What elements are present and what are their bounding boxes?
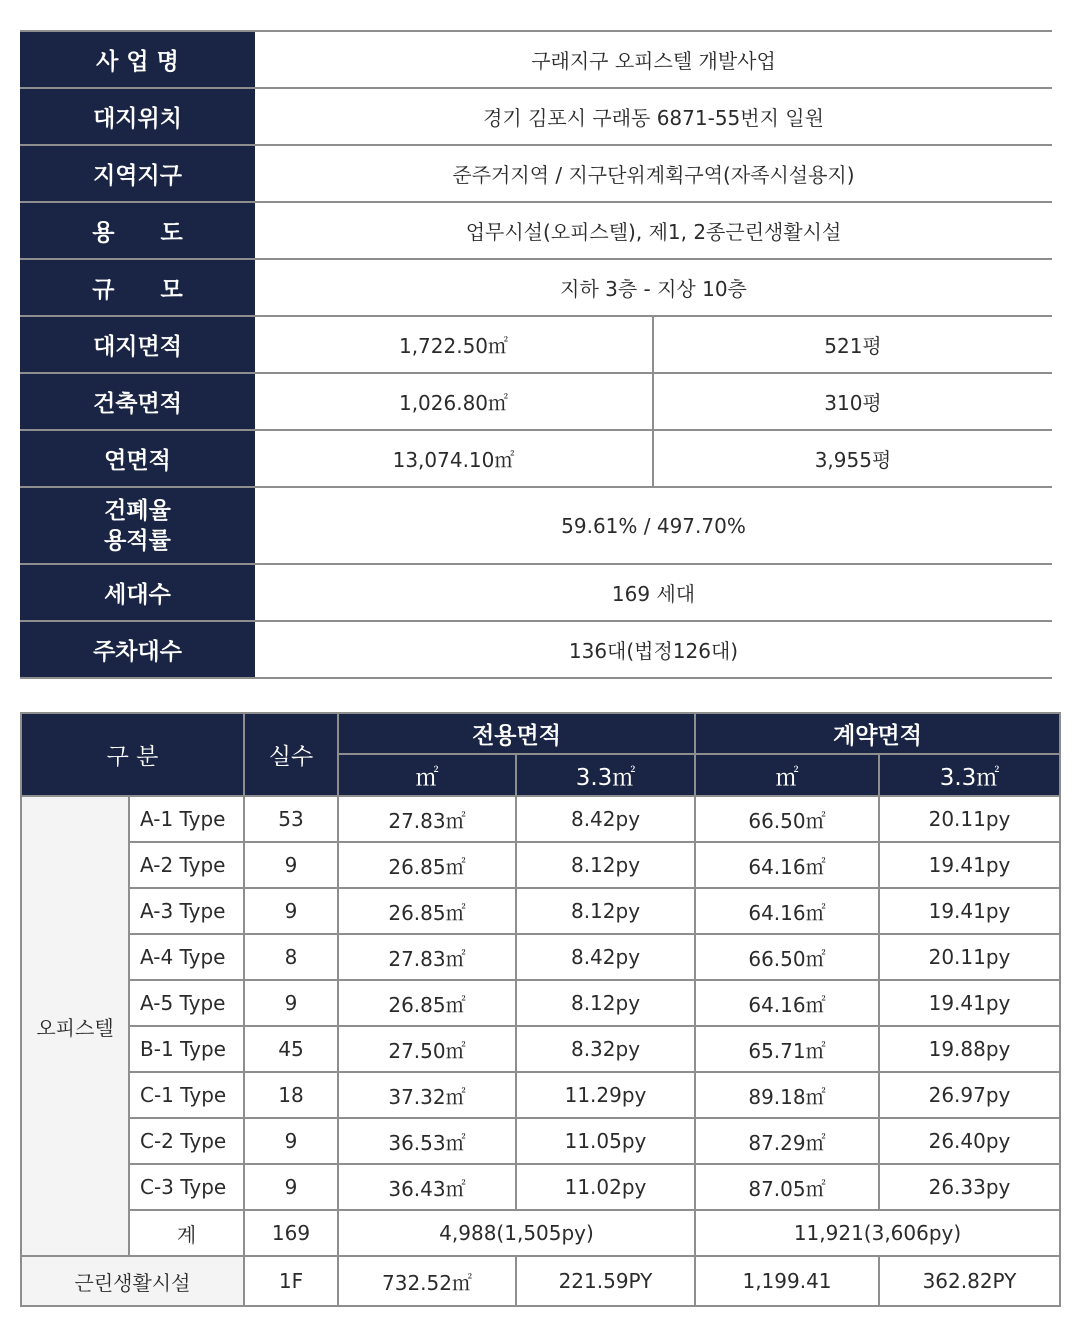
contract-m2: 66.50㎡	[695, 796, 879, 842]
info-row-project-name	[20, 31, 1052, 88]
table-row	[21, 1164, 1060, 1210]
info-row-parking	[20, 621, 1052, 678]
exclusive-py: 8.32py	[516, 1026, 695, 1072]
table-row	[21, 888, 1060, 934]
contract-m2: 89.18㎡	[695, 1072, 879, 1118]
label-gross-area: 연면적	[20, 430, 255, 487]
exclusive-m2: 27.50㎡	[338, 1026, 516, 1072]
header-exclusive-33: 3.3㎡	[516, 754, 695, 796]
subtotal-count: 169	[244, 1210, 338, 1256]
label-use: 용 도	[20, 202, 255, 259]
exclusive-py: 8.42py	[516, 934, 695, 980]
table-row	[21, 796, 1060, 842]
type-name: A-4 Type	[129, 934, 244, 980]
value-scale: 지하 3층 - 지상 10층	[255, 259, 1052, 316]
unit-header-row-1	[21, 713, 1060, 754]
info-row-zoning	[20, 145, 1052, 202]
retail-floor: 1F	[244, 1256, 338, 1306]
unit-count: 53	[244, 796, 338, 842]
header-category: 구 분	[21, 713, 244, 796]
retail-row	[21, 1256, 1060, 1306]
retail-exclusive-m2: 732.52㎡	[338, 1256, 516, 1306]
retail-label: 근린생활시설	[21, 1256, 244, 1306]
label-ratios	[20, 487, 255, 564]
unit-count: 8	[244, 934, 338, 980]
info-row-building-area	[20, 373, 1052, 430]
value-building-area-py: 310평	[653, 373, 1052, 430]
type-name: A-3 Type	[129, 888, 244, 934]
value-project-name: 구래지구 오피스텔 개발사업	[255, 31, 1052, 88]
contract-py: 26.97py	[879, 1072, 1060, 1118]
label-households: 세대수	[20, 564, 255, 621]
exclusive-m2: 36.53㎡	[338, 1118, 516, 1164]
value-site-area-m2: 1,722.50㎡	[255, 316, 653, 373]
exclusive-m2: 26.85㎡	[338, 980, 516, 1026]
contract-py: 20.11py	[879, 796, 1060, 842]
exclusive-py: 11.29py	[516, 1072, 695, 1118]
label-zoning: 지역지구	[20, 145, 255, 202]
unit-count: 45	[244, 1026, 338, 1072]
header-contract-33: 3.3㎡	[879, 754, 1060, 796]
subtotal-contract: 11,921(3,606py)	[695, 1210, 1060, 1256]
table-row	[21, 842, 1060, 888]
label-site-location: 대지위치	[20, 88, 255, 145]
table-row	[21, 1026, 1060, 1072]
subtotal-exclusive: 4,988(1,505py)	[338, 1210, 695, 1256]
type-name: B-1 Type	[129, 1026, 244, 1072]
retail-contract-m2: 1,199.41	[695, 1256, 879, 1306]
unit-count: 9	[244, 1118, 338, 1164]
type-name: A-5 Type	[129, 980, 244, 1026]
value-gross-area-m2: 13,074.10㎡	[255, 430, 653, 487]
label-scale: 규 모	[20, 259, 255, 316]
value-use: 업무시설(오피스텔), 제1, 2종근린생활시설	[255, 202, 1052, 259]
label-floor-area-ratio: 용적률	[104, 527, 171, 554]
type-name: A-1 Type	[129, 796, 244, 842]
retail-contract-py: 362.82PY	[879, 1256, 1060, 1306]
info-row-ratios	[20, 487, 1052, 564]
info-row-households	[20, 564, 1052, 621]
label-coverage-ratio: 건폐율	[104, 497, 171, 524]
table-row	[21, 980, 1060, 1026]
info-row-site-area	[20, 316, 1052, 373]
unit-count: 9	[244, 1164, 338, 1210]
contract-py: 26.40py	[879, 1118, 1060, 1164]
contract-m2: 87.29㎡	[695, 1118, 879, 1164]
value-parking: 136대(법정126대)	[255, 621, 1052, 678]
project-info-table	[20, 30, 1052, 679]
header-contract-m2: ㎡	[695, 754, 879, 796]
exclusive-py: 11.02py	[516, 1164, 695, 1210]
exclusive-py: 8.42py	[516, 796, 695, 842]
exclusive-py: 8.12py	[516, 980, 695, 1026]
type-name: A-2 Type	[129, 842, 244, 888]
contract-py: 26.33py	[879, 1164, 1060, 1210]
type-name: C-1 Type	[129, 1072, 244, 1118]
value-households: 169 세대	[255, 564, 1052, 621]
exclusive-m2: 27.83㎡	[338, 934, 516, 980]
contract-py: 20.11py	[879, 934, 1060, 980]
info-row-scale	[20, 259, 1052, 316]
header-contract-area: 계약면적	[695, 713, 1060, 754]
contract-py: 19.41py	[879, 842, 1060, 888]
retail-exclusive-py: 221.59PY	[516, 1256, 695, 1306]
table-row	[21, 1072, 1060, 1118]
value-site-location: 경기 김포시 구래동 6871-55번지 일원	[255, 88, 1052, 145]
info-row-site-location	[20, 88, 1052, 145]
unit-count: 9	[244, 980, 338, 1026]
exclusive-m2: 36.43㎡	[338, 1164, 516, 1210]
unit-count: 9	[244, 842, 338, 888]
info-row-use	[20, 202, 1052, 259]
contract-m2: 66.50㎡	[695, 934, 879, 980]
unit-count: 9	[244, 888, 338, 934]
exclusive-m2: 26.85㎡	[338, 842, 516, 888]
label-site-area: 대지면적	[20, 316, 255, 373]
subtotal-label: 계	[129, 1210, 244, 1256]
exclusive-m2: 37.32㎡	[338, 1072, 516, 1118]
label-parking: 주차대수	[20, 621, 255, 678]
contract-m2: 64.16㎡	[695, 842, 879, 888]
exclusive-py: 8.12py	[516, 842, 695, 888]
value-site-area-py: 521평	[653, 316, 1052, 373]
contract-m2: 64.16㎡	[695, 888, 879, 934]
exclusive-py: 11.05py	[516, 1118, 695, 1164]
contract-m2: 64.16㎡	[695, 980, 879, 1026]
label-project-name: 사 업 명	[20, 31, 255, 88]
value-gross-area-py: 3,955평	[653, 430, 1052, 487]
exclusive-m2: 27.83㎡	[338, 796, 516, 842]
value-zoning: 준주거지역 / 지구단위계획구역(자족시설용지)	[255, 145, 1052, 202]
unit-area-table	[20, 712, 1061, 1307]
unit-count: 18	[244, 1072, 338, 1118]
contract-py: 19.41py	[879, 980, 1060, 1026]
table-row	[21, 934, 1060, 980]
contract-py: 19.41py	[879, 888, 1060, 934]
exclusive-py: 8.12py	[516, 888, 695, 934]
contract-m2: 87.05㎡	[695, 1164, 879, 1210]
header-exclusive-area: 전용면적	[338, 713, 695, 754]
type-name: C-2 Type	[129, 1118, 244, 1164]
header-count: 실수	[244, 713, 338, 796]
header-exclusive-m2: ㎡	[338, 754, 516, 796]
category-officetel: 오피스텔	[21, 796, 129, 1256]
contract-py: 19.88py	[879, 1026, 1060, 1072]
label-building-area: 건축면적	[20, 373, 255, 430]
contract-m2: 65.71㎡	[695, 1026, 879, 1072]
exclusive-m2: 26.85㎡	[338, 888, 516, 934]
table-row	[21, 1118, 1060, 1164]
value-building-area-m2: 1,026.80㎡	[255, 373, 653, 430]
value-ratios: 59.61% / 497.70%	[255, 487, 1052, 564]
type-name: C-3 Type	[129, 1164, 244, 1210]
info-row-gross-area	[20, 430, 1052, 487]
subtotal-row	[21, 1210, 1060, 1256]
